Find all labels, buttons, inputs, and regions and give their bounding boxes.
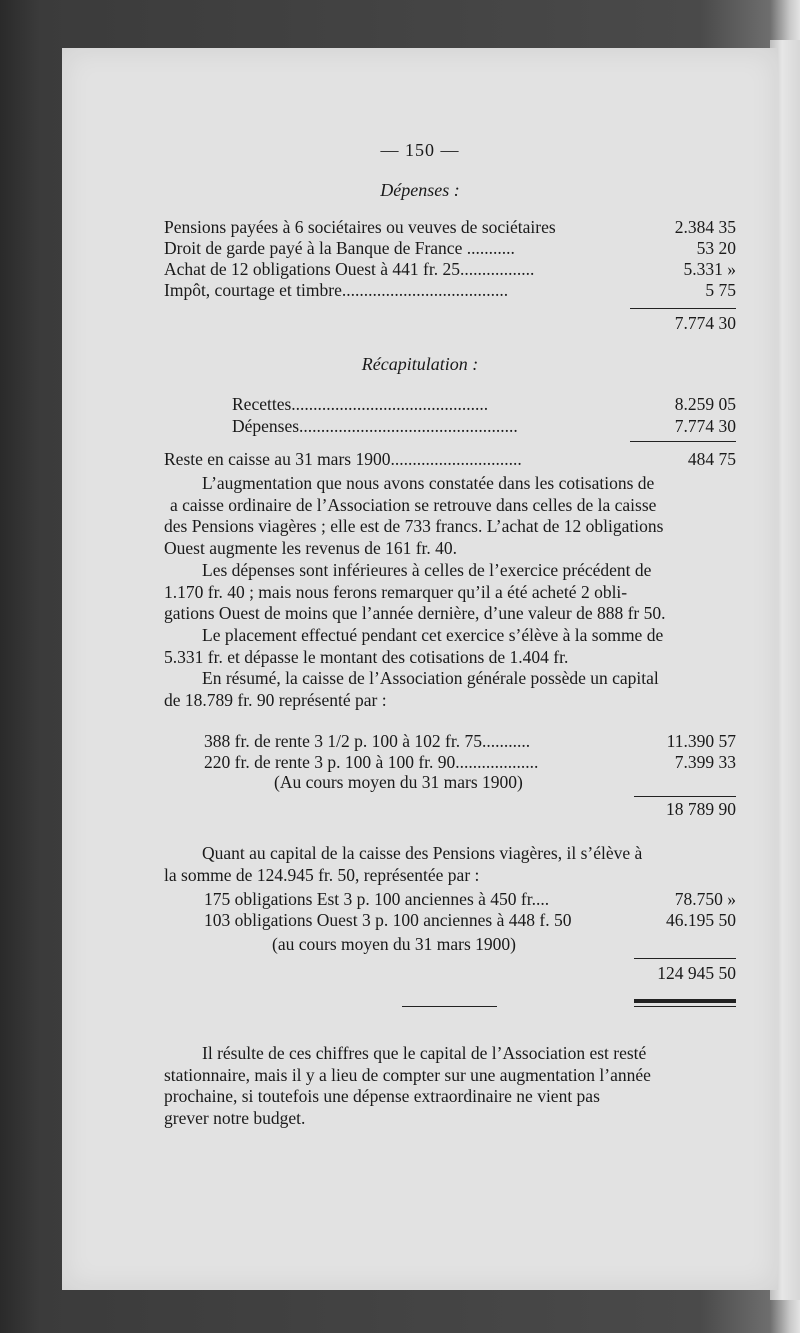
capital-row — [204, 730, 736, 752]
paragraph-augmentation — [164, 473, 736, 560]
paragraph-pensions — [164, 843, 736, 886]
paragraph-depenses — [164, 560, 736, 625]
row-label: Recettes............................................. — [232, 394, 489, 414]
recap-row — [232, 415, 736, 437]
text-line: de 18.789 fr. 90 représenté par : — [164, 689, 387, 710]
text-line: 1.170 fr. 40 ; mais nous ferons remarquer qu’il a été acheté 2 obli- — [164, 581, 628, 602]
row-label: Pensions payées à 6 sociétaires ou veuves de sociétaires — [164, 217, 556, 237]
double-rule-bottom — [634, 1006, 736, 1007]
text-line: 5.331 fr. et dépasse le montant des cotisations de 1.404 fr. — [164, 646, 569, 667]
total-rule — [630, 308, 736, 309]
row-amount: 53 20 — [696, 238, 736, 258]
depenses-row — [164, 279, 736, 301]
capital-row — [204, 751, 736, 773]
text-line: des Pensions viagères ; elle est de 733 francs. L’achat de 12 obligations — [164, 516, 664, 537]
row-label: Dépenses.................................................. — [232, 416, 518, 436]
row-label: Achat de 12 obligations Ouest à 441 fr. 25................. — [164, 259, 535, 279]
text-line: Ouest augmente les revenus de 161 fr. 40. — [164, 538, 458, 559]
text-line: la somme de 124.945 fr. 50, représentée par : — [164, 864, 480, 885]
page-number: — 150 — — [380, 140, 460, 160]
recapitulation-title: Récapitulation : — [361, 354, 479, 374]
depenses-title: Dépenses : — [380, 180, 460, 200]
recap-rule — [630, 441, 736, 442]
text-line: a caisse ordinaire de l’Association se retrouve dans celles de la caisse — [170, 494, 657, 515]
depenses-row — [164, 237, 736, 259]
paragraph-conclusion — [164, 1043, 744, 1130]
text-line: prochaine, si toutefois une dépense extraordinaire ne vient pas — [164, 1086, 600, 1107]
row-label: 220 fr. de rente 3 p. 100 à 100 fr. 90................... — [204, 752, 539, 772]
row-amount: 11.390 57 — [666, 731, 736, 751]
depenses-row — [164, 258, 736, 280]
row-amount: 7.774 30 — [674, 416, 736, 436]
text-line: stationnaire, mais il y a lieu de compter sur une augmentation l’année — [164, 1064, 651, 1085]
pensions-row — [204, 888, 736, 910]
text-line: Quant au capital de la caisse des Pensions viagères, il s’élève à — [202, 843, 643, 863]
total-amount: 124 945 50 — [657, 963, 736, 983]
double-rule-top — [634, 999, 736, 1003]
capital-total — [622, 798, 736, 820]
document-page — [62, 48, 778, 1290]
depenses-total — [622, 312, 736, 334]
row-label: Droit de garde payé à la Banque de France ........... — [164, 238, 515, 258]
text-line: Les dépenses sont inférieures à celles de l’exercice précédent de — [202, 560, 652, 580]
pensions-rule — [634, 958, 736, 959]
capital-rule — [634, 796, 736, 797]
paragraph-placement — [164, 625, 736, 668]
pensions-note: (au cours moyen du 31 mars 1900) — [272, 934, 516, 954]
text-line: gations Ouest de moins que l’année dernière, d’une valeur de 888 fr 50. — [164, 603, 666, 624]
row-label: 103 obligations Ouest 3 p. 100 anciennes à 448 f. 50 — [204, 910, 572, 930]
total-amount: 18 789 90 — [666, 799, 736, 819]
row-amount: 5.331 » — [683, 259, 736, 279]
recap-row — [232, 393, 736, 415]
depenses-row — [164, 216, 736, 238]
row-amount: 46.195 50 — [666, 910, 736, 930]
text-line: En résumé, la caisse de l’Association générale possède un capital — [202, 668, 659, 688]
total-amount: 7.774 30 — [674, 313, 736, 333]
paragraph-resume — [164, 668, 736, 711]
text-line: L’augmentation que nous avons constatée dans les cotisations de — [202, 473, 655, 493]
pensions-row — [204, 909, 736, 931]
row-amount: 484 75 — [687, 449, 736, 469]
row-label: Impôt, courtage et timbre...................................... — [164, 280, 509, 300]
capital-note: (Au cours moyen du 31 mars 1900) — [274, 772, 523, 792]
row-amount: 78.750 » — [674, 889, 736, 909]
section-divider — [402, 1006, 497, 1007]
row-label: 175 obligations Est 3 p. 100 anciennes à 450 fr.... — [204, 889, 550, 909]
row-label: 388 fr. de rente 3 1/2 p. 100 à 102 fr. 75........... — [204, 731, 531, 751]
row-amount: 5 75 — [705, 280, 736, 300]
row-label: Reste en caisse au 31 mars 1900.............................. — [164, 449, 522, 469]
row-amount: 2.384 35 — [674, 217, 736, 237]
text-line: Le placement effectué pendant cet exercice s’élève à la somme de — [202, 625, 664, 645]
pensions-total — [622, 962, 736, 984]
text-line: Il résulte de ces chiffres que le capital de l’Association est resté — [202, 1043, 647, 1063]
row-amount: 8.259 05 — [674, 394, 736, 414]
row-amount: 7.399 33 — [674, 752, 736, 772]
reste-row — [164, 448, 736, 470]
text-line: grever notre budget. — [164, 1108, 306, 1129]
